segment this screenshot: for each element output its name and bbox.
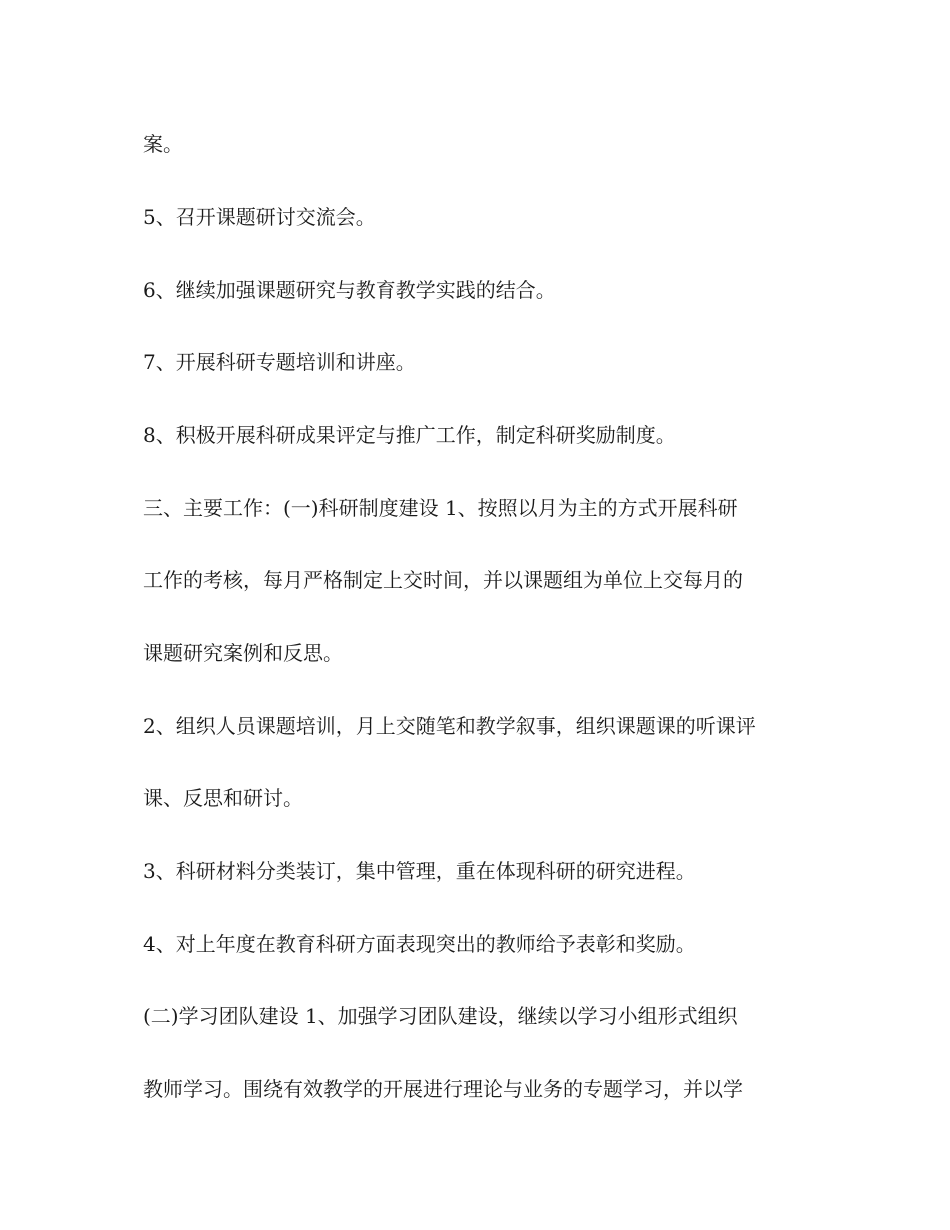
text-line: 8、积极开展科研成果评定与推广工作，制定科研奖励制度。	[143, 423, 676, 447]
text-line: 课题研究案例和反思。	[143, 641, 343, 665]
text-line: 4、对上年度在教育科研方面表现突出的教师给予表彰和奖励。	[143, 932, 696, 956]
text-line: 2、组织人员课题培训，月上交随笔和教学叙事，组织课题课的听课评	[143, 714, 756, 738]
text-line: 三、主要工作：(一)科研制度建设 1、按照以月为主的方式开展科研	[143, 496, 738, 520]
text-line: 课、反思和研讨。	[143, 786, 303, 810]
text-line: 5、召开课题研讨交流会。	[143, 205, 376, 229]
text-line: 教师学习。围绕有效教学的开展进行理论与业务的专题学习，并以学	[143, 1077, 743, 1101]
text-line: (二)学习团队建设 1、加强学习团队建设，继续以学习小组形式组织	[143, 1004, 738, 1028]
text-line: 7、开展科研专题培训和讲座。	[143, 350, 416, 374]
text-line: 工作的考核，每月严格制定上交时间，并以课题组为单位上交每月的	[143, 568, 743, 592]
text-line: 3、科研材料分类装订，集中管理，重在体现科研的研究进程。	[143, 859, 696, 883]
text-line: 案。	[143, 132, 183, 156]
text-line: 6、继续加强课题研究与教育教学实践的结合。	[143, 278, 556, 302]
